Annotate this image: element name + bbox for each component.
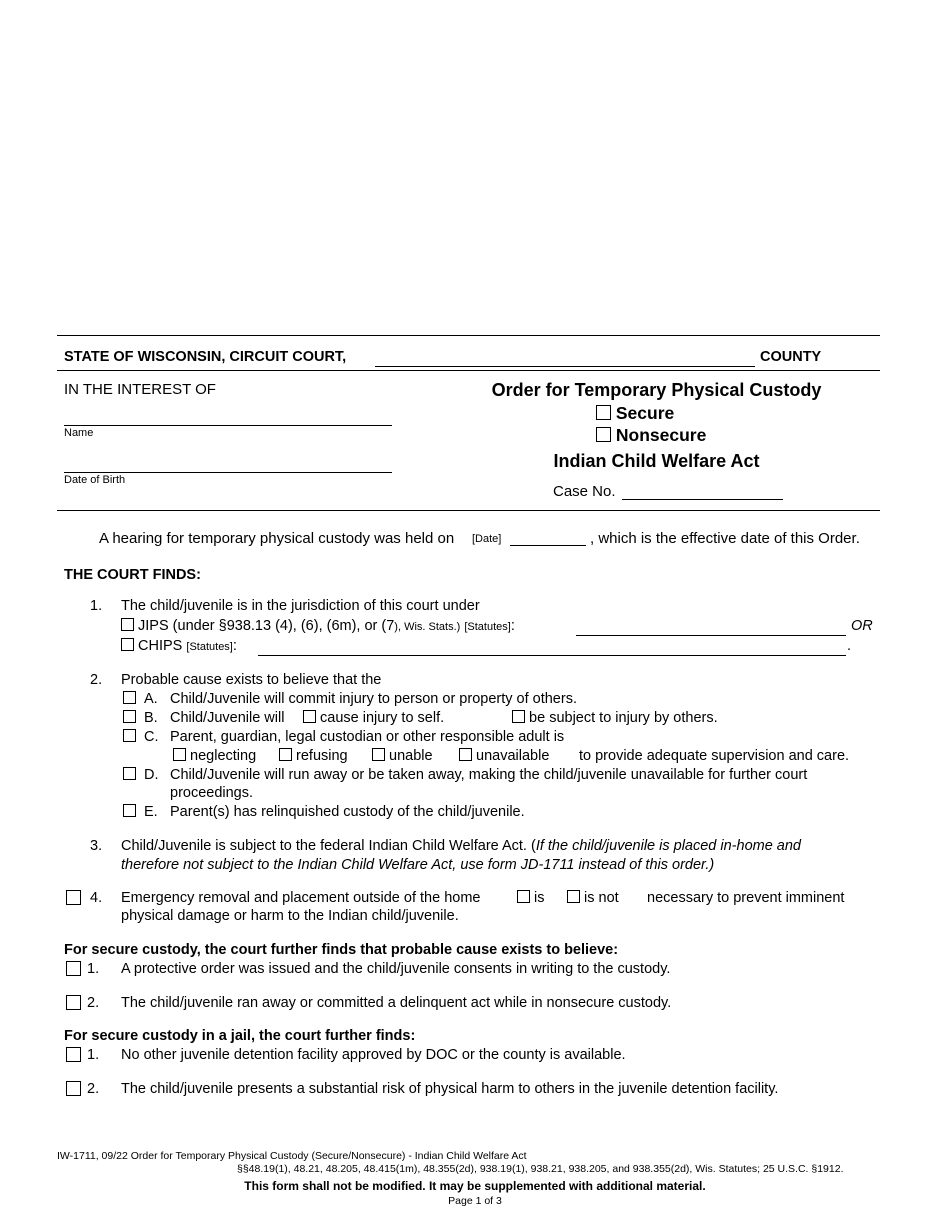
jips-label-b: ), Wis. Stats.) [394, 621, 461, 633]
dob-field[interactable] [64, 458, 392, 473]
nonsecure-label: Nonsecure [615, 425, 707, 445]
finding-2c-tail: to provide adequate supervision and care. [579, 748, 850, 764]
refusing-checkbox[interactable] [279, 748, 292, 761]
finding-4-option[interactable] [66, 890, 81, 908]
refusing-label: refusing [296, 748, 348, 764]
secure-1-checkbox[interactable] [66, 961, 81, 976]
unable-checkbox[interactable] [372, 748, 385, 761]
jail-custody-heading: For secure custody in a jail, the court further finds: [64, 1028, 416, 1044]
finding-2b-opt1[interactable] [303, 710, 444, 726]
finding-2b-checkbox[interactable] [123, 710, 136, 723]
chips-statutes-hint: [Statutes] [186, 641, 233, 653]
jips-statutes-hint: [Statutes] [464, 621, 511, 633]
header-rule [57, 370, 880, 371]
date-hint: [Date] [472, 533, 502, 545]
finding-2b-opt2[interactable] [512, 710, 718, 726]
jips-checkbox[interactable] [121, 618, 134, 631]
top-rule [57, 335, 880, 336]
finding-2b[interactable] [123, 710, 136, 726]
unavailable-label: unavailable [476, 748, 550, 764]
finding-3-italic-1: If the child/juvenile is placed in-home and [535, 838, 801, 854]
footer-page: Page 1 of 3 [448, 1195, 502, 1207]
finding-2b-letter: B. [144, 710, 158, 726]
finding-2b-text: Child/Juvenile will [170, 710, 285, 726]
finding-4-text: Emergency removal and placement outside of the home [121, 890, 481, 906]
finding-2d[interactable] [123, 767, 136, 783]
chips-colon: : [232, 638, 237, 654]
chips-statutes-field[interactable] [258, 641, 846, 656]
finding-2e-checkbox[interactable] [123, 804, 136, 817]
finding-2a[interactable] [123, 691, 136, 707]
name-field[interactable] [64, 411, 392, 426]
neglecting-label: neglecting [190, 748, 257, 764]
name-label: Name [64, 427, 94, 439]
nonsecure-checkbox[interactable] [596, 427, 611, 442]
is-not-option[interactable] [567, 890, 619, 906]
finding-3-italic-2: therefore not subject to the Indian Child Welfare Act, use form JD-1711 instead of this order.) [121, 857, 715, 873]
secure-checkbox[interactable] [596, 405, 611, 420]
finding-2e[interactable] [123, 804, 136, 820]
finding-2d-letter: D. [144, 767, 159, 783]
finding-1-number: 1. [90, 598, 103, 614]
secure-2-number: 2. [87, 995, 100, 1011]
chips-option[interactable] [121, 638, 237, 654]
finding-4-number: 4. [90, 890, 103, 906]
injury-others-checkbox[interactable] [512, 710, 525, 723]
secure-label: Secure [615, 403, 675, 423]
or-label: OR [851, 618, 873, 634]
jail-2-text: The child/juvenile presents a substantial risk of physical harm to others in the juvenile detention facility. [121, 1081, 779, 1097]
secure-1-option[interactable] [66, 961, 81, 979]
unable-option[interactable] [372, 748, 433, 764]
hearing-prefix: A hearing for temporary physical custody was held on [99, 530, 455, 547]
finding-2a-checkbox[interactable] [123, 691, 136, 704]
injury-self-checkbox[interactable] [303, 710, 316, 723]
finding-2d-checkbox[interactable] [123, 767, 136, 780]
is-checkbox[interactable] [517, 890, 530, 903]
finding-2e-letter: E. [144, 804, 158, 820]
chips-period: . [847, 638, 852, 654]
county-label: COUNTY [760, 349, 822, 365]
findings-heading: THE COURT FINDS: [64, 567, 201, 583]
secure-option[interactable] [596, 403, 674, 424]
finding-2d-text-cont: proceedings. [170, 785, 254, 801]
jail-2-checkbox[interactable] [66, 1081, 81, 1096]
unable-label: unable [389, 748, 433, 764]
secure-custody-heading: For secure custody, the court further finds that probable cause exists to believe: [64, 942, 619, 958]
finding-2e-text: Parent(s) has relinquished custody of the child/juvenile. [170, 804, 525, 820]
neglecting-option[interactable] [173, 748, 256, 764]
in-interest-of-label: IN THE INTEREST OF [64, 381, 216, 398]
jips-statutes-field[interactable] [576, 621, 846, 636]
county-field[interactable] [375, 352, 755, 367]
case-no-label: Case No. [553, 483, 616, 500]
secure-2-checkbox[interactable] [66, 995, 81, 1010]
hearing-suffix: , which is the effective date of this Order. [590, 530, 860, 547]
finding-2d-text: Child/Juvenile will run away or be taken away, making the child/juvenile unavailable for further court [170, 767, 808, 783]
dob-label: Date of Birth [64, 474, 126, 486]
finding-2c[interactable] [123, 729, 136, 745]
neglecting-checkbox[interactable] [173, 748, 186, 761]
finding-3-text [121, 838, 801, 854]
finding-2a-text: Child/Juvenile will commit injury to person or property of others. [170, 691, 577, 707]
hearing-date-field[interactable] [510, 531, 586, 546]
secure-1-text: A protective order was issued and the child/juvenile consents in writing to the custody. [121, 961, 671, 977]
chips-checkbox[interactable] [121, 638, 134, 651]
jail-1-number: 1. [87, 1047, 100, 1063]
is-not-label: is not [584, 890, 619, 906]
form-title: Order for Temporary Physical Custody [491, 380, 822, 400]
injury-others-label: be subject to injury by others. [529, 710, 718, 726]
secure-1-number: 1. [87, 961, 100, 977]
chips-label: CHIPS [138, 638, 183, 654]
finding-1-text: The child/juvenile is in the jurisdiction of this court under [121, 598, 480, 614]
finding-4-checkbox[interactable] [66, 890, 81, 905]
footer-statutes: §§48.19(1), 48.21, 48.205, 48.415(1m), 48.355(2d), 938.19(1), 938.21, 938.205, and 938.355(2d), Wis. Statutes; 25 U.S.C. §1912. [237, 1163, 844, 1175]
jail-2-option[interactable] [66, 1081, 81, 1099]
jail-1-checkbox[interactable] [66, 1047, 81, 1062]
finding-2c-checkbox[interactable] [123, 729, 136, 742]
finding-3-main: Child/Juvenile is subject to the federal Indian Child Welfare Act. ( [121, 838, 536, 854]
footer-notice: This form shall not be modified. It may be supplemented with additional material. [244, 1179, 706, 1193]
jips-colon: : [510, 618, 515, 634]
unavailable-checkbox[interactable] [459, 748, 472, 761]
secure-2-option[interactable] [66, 995, 81, 1013]
is-label: is [534, 890, 545, 906]
jips-label-a: JIPS (under §938.13 (4), (6), (6m), or (7 [138, 618, 395, 634]
state-court-label: STATE OF WISCONSIN, CIRCUIT COURT, [64, 349, 347, 365]
secure-2-text: The child/juvenile ran away or committed a delinquent act while in nonsecure custody. [121, 995, 672, 1011]
unavailable-option[interactable] [459, 748, 549, 764]
refusing-option[interactable] [279, 748, 348, 764]
finding-2a-letter: A. [144, 691, 158, 707]
case-no-field[interactable] [622, 485, 783, 500]
finding-4-tail: necessary to prevent imminent [647, 890, 845, 906]
finding-2-number: 2. [90, 672, 103, 688]
is-option[interactable] [517, 890, 545, 906]
finding-3-number: 3. [90, 838, 103, 854]
finding-2c-letter: C. [144, 729, 159, 745]
nonsecure-option[interactable] [596, 425, 706, 446]
footer-form-id: IW-1711, 09/22 Order for Temporary Physical Custody (Secure/Nonsecure) - Indian Child Welfare Act [57, 1150, 527, 1162]
jail-2-number: 2. [87, 1081, 100, 1097]
finding-2c-text: Parent, guardian, legal custodian or other responsible adult is [170, 729, 565, 745]
caption-rule [57, 510, 880, 511]
is-not-checkbox[interactable] [567, 890, 580, 903]
jail-1-option[interactable] [66, 1047, 81, 1065]
finding-2-text: Probable cause exists to believe that the [121, 672, 382, 688]
finding-4-text-cont: physical damage or harm to the Indian child/juvenile. [121, 908, 459, 924]
jips-option[interactable] [121, 618, 515, 634]
form-subtitle: Indian Child Welfare Act [553, 451, 760, 471]
injury-self-label: cause injury to self. [320, 710, 445, 726]
jail-1-text: No other juvenile detention facility approved by DOC or the county is available. [121, 1047, 626, 1063]
